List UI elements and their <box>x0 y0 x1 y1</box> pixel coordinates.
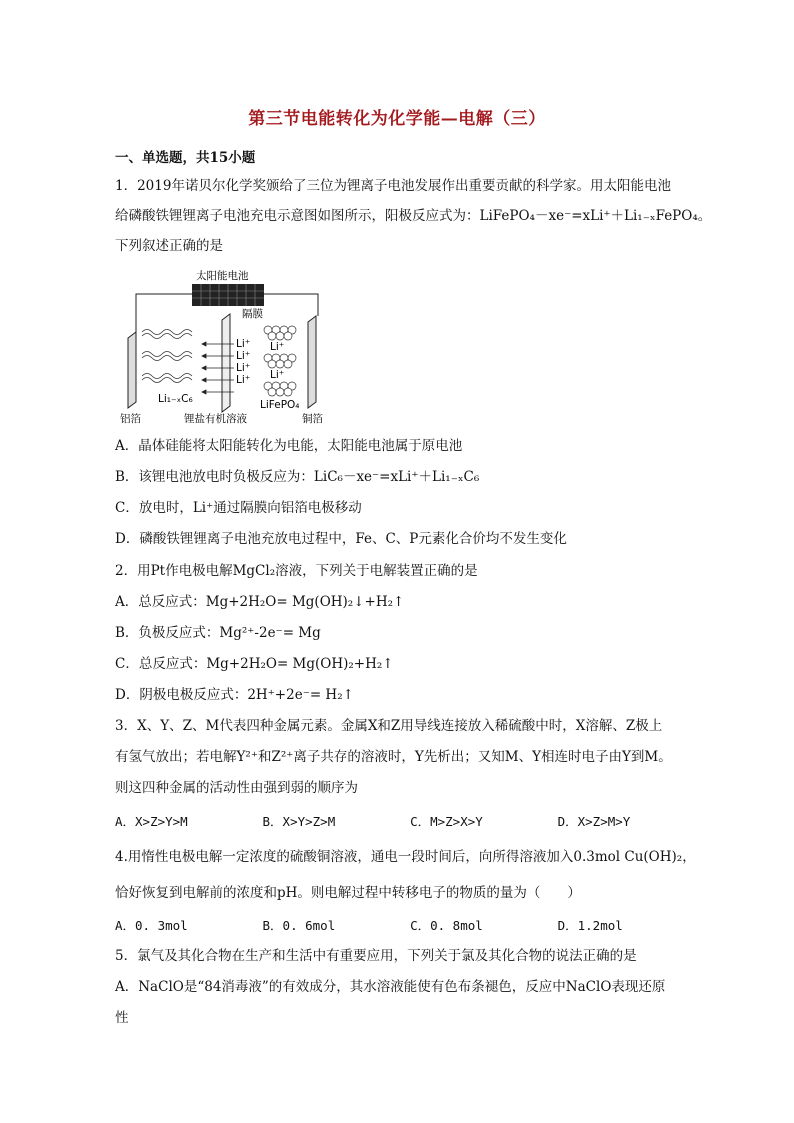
q3-option-a: A．X>Z>Y>M <box>115 814 188 829</box>
q4-option-a: A．0. 3mol <box>115 918 188 933</box>
li-ion-label: Li⁺ <box>236 362 251 374</box>
q3-stem-line2: 有氢气放出；若电解Y²⁺和Z²⁺离子共存的溶液时，Y先析出；又知M、Y相连时电子由Y到M。 <box>115 749 672 765</box>
q5-option-a-line2: 性 <box>115 1010 129 1026</box>
q3-options <box>115 812 678 830</box>
solar-cell-label: 太阳能电池 <box>196 270 249 282</box>
q3-stem-line1: 3．X、Y、Z、M代表四种金属元素。金属X和Z用导线连接放入稀硫酸中时，X溶解、Z极上 <box>115 718 663 734</box>
q4-stem-line2: 恰好恢复到电解前的浓度和pH。则电解过程中转移电子的物质的量为（ ） <box>115 885 581 901</box>
q4-options <box>115 916 678 934</box>
q2-option-b: B．负极反应式：Mg²⁺-2e⁻= Mg <box>115 625 321 641</box>
li-ion-label: Li⁺ <box>270 369 285 381</box>
q1-option-a: A．晶体硅能将太阳能转化为电能，太阳能电池属于原电池 <box>115 438 463 454</box>
q1-stem-line2: 给磷酸铁锂锂离子电池充电示意图如图所示，阳极反应式为：LiFePO₄－xe⁻=xLi⁺＋Li₁₋ₓFePO₄。 <box>115 208 712 224</box>
q5-option-a-line1: A．NaClO是“84消毒液”的有效成分，其水溶液能使有色布条褪色，反应中NaClO表现还原 <box>115 979 666 995</box>
q1-option-b: B．该锂电池放电时负极反应为：LiC₆－xe⁻=xLi⁺＋Li₁₋ₓC₆ <box>115 469 480 485</box>
section-heading: 一、单选题，共15小题 <box>115 150 256 166</box>
q4-option-d: D．1.2mol <box>557 918 623 933</box>
li-ion-label: Li⁺ <box>236 350 251 362</box>
li-ion-label: Li⁺ <box>236 338 251 350</box>
q2-option-c: C．总反应式：Mg+2H₂O= Mg(OH)₂+H₂↑ <box>115 656 394 672</box>
lifepo4-label: LiFePO₄ <box>260 399 300 411</box>
q2-stem: 2．用Pt作电极电解MgCl₂溶液，下列关于电解装置正确的是 <box>115 563 478 579</box>
electrolyte-label: 锂盐有机溶液 <box>184 413 247 425</box>
q4-option-b: B．0. 6mol <box>262 918 336 933</box>
aluminum-foil-label: 铝箔 <box>120 413 141 425</box>
q3-option-d: D．X>Z>M>Y <box>557 814 631 829</box>
page-title: 第三节电能转化为化学能—电解（三） <box>248 109 546 129</box>
q4-option-c: C．0. 8mol <box>410 918 483 933</box>
lic6-label: Li₁₋ₓC₆ <box>158 393 193 405</box>
q4-stem-line1: 4.用惰性电极电解一定浓度的硫酸铜溶液，通电一段时间后，向所得溶液加入0.3mol Cu(OH)₂， <box>115 849 696 865</box>
q1-stem-line1: 1．2019年诺贝尔化学奖颁给了三位为锂离子电池发展作出重要贡献的科学家。用太阳能电池 <box>115 178 671 194</box>
q1-option-c: C．放电时，Li⁺通过隔膜向铝箔电极移动 <box>115 500 362 516</box>
q1-option-d: D．磷酸铁锂锂离子电池充放电过程中，Fe、C、P元素化合价均不发生变化 <box>115 531 567 547</box>
q3-option-c: C．M>Z>X>Y <box>410 814 483 829</box>
li-ion-label: Li⁺ <box>270 341 285 353</box>
battery-diagram <box>118 270 338 428</box>
q3-stem-line3: 则这四种金属的活动性由强到弱的顺序为 <box>115 780 358 796</box>
copper-foil-label: 铜箔 <box>302 413 323 425</box>
q2-option-d: D．阴极电极反应式：2H⁺+2e⁻= H₂↑ <box>115 687 354 703</box>
membrane-label: 隔膜 <box>242 308 263 320</box>
q3-option-b: B．X>Y>Z>M <box>262 814 336 829</box>
q2-option-a: A．总反应式：Mg+2H₂O= Mg(OH)₂↓+H₂↑ <box>115 594 405 610</box>
q5-stem: 5．氯气及其化合物在生产和生活中有重要应用，下列关于氯及其化合物的说法正确的是 <box>115 948 637 964</box>
q1-stem-line3: 下列叙述正确的是 <box>115 238 223 254</box>
li-ion-label: Li⁺ <box>236 374 251 386</box>
